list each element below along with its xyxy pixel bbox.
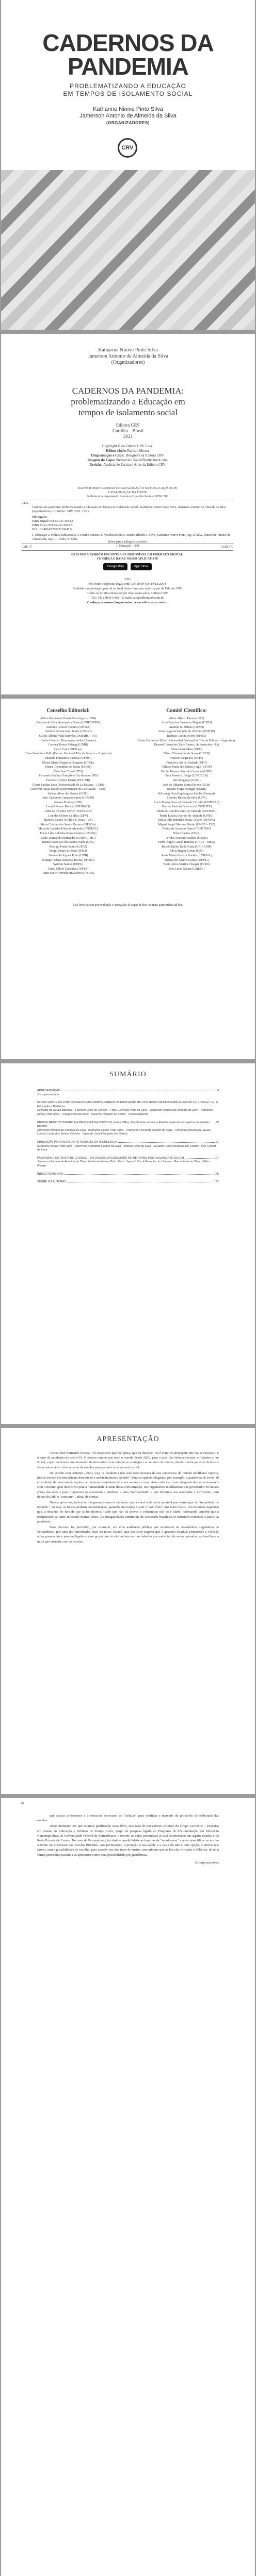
tp-city: Curitiba – Brasil xyxy=(113,428,143,433)
council-member: Pérolas Anselmo Militão (UEMS) xyxy=(165,836,208,840)
paragraph: Esse discurso foi proferido, por exemplo, em uma audiência pública que aconteceu na Assembleia Legislativa de Pernambuco, por uma das autoridades mais do nosso Estado, que inclusive sugeriu que o governo estadual propusesse a volta às aulas presenciais e pessoas ligadas a esse grupo que só não podiam sair ao trabalho por medo ter, de serem privados, as famílias e a mola que sustenta com as escolas. xyxy=(37,1526,219,1544)
diagram-label: Diagramação e Capa: xyxy=(91,453,125,457)
scientific-committee xyxy=(131,709,242,871)
council-member: Barbara Coelho Neves (UFBA) xyxy=(167,734,206,738)
toc-entry[interactable] xyxy=(37,1157,219,1168)
cover-subtitle-line2: EM TEMPOS DE ISOLAMENTO SOCIAL xyxy=(63,90,193,97)
toc-entry-authors: Jamerson Antonio de Almeida da Silva · Katharine Ninive Pinto Silva · Thamyres Fernanda Coelho da Silva · Fernando Almeida de Sousa · Lorena Lucas dos Santos Oliveira · Sayarah Carol Mesquita dos Santos xyxy=(37,1128,213,1136)
toc-dots xyxy=(186,1158,213,1159)
council-member: Guillermo Arias Beatón (Universidade de La Havana – Cuba) xyxy=(29,788,107,791)
tp-title-line3: tempos de isolamento social xyxy=(78,408,178,417)
toc-entry-page: 11 xyxy=(216,1101,219,1105)
legal-line5: Conheça os nossos lançamentos: www.editoracrv.com.br xyxy=(87,601,168,604)
council-page xyxy=(1,699,255,1059)
toc-entry[interactable] xyxy=(37,1180,219,1184)
council-member: José de Ribamar Sousa Pereira (UCB) xyxy=(163,783,211,787)
council-member: Maria Eurácia Barreto de Andrade (UFRB) xyxy=(159,814,214,818)
toc-entry-authors: Jamerson Antonio de Almeida da Silva · Katharine Ninive Pinto Silva · Sayarah Carol Mesquita dos Santos · Marco Pinto da Silva · Mário Fidalgo xyxy=(37,1160,210,1167)
toc-entry-authors: Os organizadores xyxy=(37,1093,60,1096)
title-page-edition xyxy=(1,422,255,439)
toc-entry-title: ÍNDICE REMISSIVO xyxy=(37,1172,63,1176)
signature: Os organizadores xyxy=(195,1860,219,1865)
council-member: Tadeu Oliver Gonçalves (UFPA) xyxy=(47,867,89,871)
council-member: Aldira Guimarães Duarte Domínguez (UNB) xyxy=(40,717,97,720)
cover-title xyxy=(1,31,255,78)
council-member: Sérgio Nunes de Jesus (IFRO) xyxy=(49,850,87,853)
council-member: Maria Lília Imbiriba Sousa Colares (UFOPA) xyxy=(40,832,97,836)
council-member: Elizeu Clementino de Souza (UNEB) xyxy=(45,766,91,769)
council-member: Pedro Ángel Cancel Ramírez (UACJ – MEX) xyxy=(158,841,215,844)
toc-entry[interactable] xyxy=(37,1173,219,1177)
council-member: Maria Cristina dos Santos Bezerra (UFSCar) xyxy=(40,823,96,826)
cover-subtitle xyxy=(1,82,255,98)
toc-dots xyxy=(65,1174,213,1175)
council-member: Celso Conti (UFSCar) xyxy=(54,748,82,751)
council-member: Míguel Ángel Moreno Martín (UNED – ESP) xyxy=(158,823,215,826)
council-member: Carmen Tereza Velanga (UNIR) xyxy=(48,743,88,747)
council-member: Jussara Fraga Portugal (UNEB) xyxy=(167,788,206,791)
toc-entry-title: SOBRE OS AUTORES xyxy=(37,1180,67,1184)
legal-line1: Foi feito o depósito legal conf. Lei 10.994 de 14/12/2004 xyxy=(89,582,166,586)
cover-stripes-art xyxy=(1,170,255,330)
cover-title-line1: CADERNOS DA xyxy=(42,29,214,56)
council-member: Vânia Alves Martins Chaigar (FURG) xyxy=(163,863,211,867)
council-member: Anselmo Alencar Colares (UFOPA) xyxy=(45,725,91,729)
copyright-line: Copyright © da Editora CRV Ltda. xyxy=(102,444,153,448)
toc-entry-page: 59 xyxy=(215,1121,219,1124)
title-page-authors xyxy=(1,347,255,366)
council-member: Jailson Alves dos Santos (UFRJ) xyxy=(47,792,89,795)
paragraph: Neste momento em que estamos publicando esses livro, resultado de um esforço coletivo do Grupo GESTOR – Pesquisa em Gestão da Educação e Políticas do Tempo Livre, grupo de pesquisa ligado ao Programa de Pós-Graduação em Educação Contemporânea da Universidade Federal de Pernambuco, o retorno às aulas presenciais já está acontecendo em alguns estados e na Rede Privada de Ensino. No caso de Pernambuco, foi dada a possibilidade às famílias de "escolherem" manter seus filhos no ensino Remoto ou presencial nas Escolas Privadas. Aos professores, a proteção à sua saúde e a sua vida não é uma opção, o ensino que fazem, sem a possibilidade de escolha, para atender aos dos tipos de ensino, um enfoque que as Escolas Privadas e Públicas, de uma forma prioritária passam a se apresentar como uma possibilidade pós-pandêmica. xyxy=(37,1824,219,1857)
council-member: Sydione Santos (UEPG) xyxy=(53,863,84,867)
toc-entry-title: APRESENTAÇÃO xyxy=(37,1089,60,1092)
council-member: Vera Lucia Gaspar (UDESC) xyxy=(168,867,205,871)
council-member: Nilson Santos (UNIR) xyxy=(172,832,201,836)
council-member: Eduardo Fernandes Barbosa (UFMG) xyxy=(44,756,92,760)
editorial-council xyxy=(17,709,120,876)
editorial-council-list xyxy=(17,717,120,876)
cover-organizers: (ORGANIZADORES) xyxy=(106,121,150,125)
presentation-page xyxy=(1,1428,255,1794)
title-page-title xyxy=(1,385,255,418)
council-member: Suzana dos Santos Gomes (UFMG) xyxy=(164,858,209,862)
council-member: Francisco Ari de Andrade (UFC) xyxy=(166,761,207,765)
isbn-fisico: ISBN Físico 978-65-251-0045-5 xyxy=(32,524,73,527)
diagram-credit: Designers da Editora CRV xyxy=(125,453,164,457)
council-member: Fauston Negreiros (UFPI) xyxy=(170,756,203,760)
catalog-header2: CATALOGAÇÃO NA FONTE xyxy=(108,491,147,494)
publisher-logo: CRV xyxy=(118,138,137,158)
council-member: Renato Francisco dos Santos Paula (UFG) xyxy=(42,841,94,844)
council-member: Antônio Pereira Gaio Júnior (UFRRJ) xyxy=(44,730,92,734)
council-member: Maria de Lourdes Pinto de Almeida (UNOESC) xyxy=(156,810,217,814)
presentation-heading: APRESENTAÇÃO xyxy=(97,1435,159,1443)
council-member: Tania Suely Azevedo Brasileiro (UFOPA) xyxy=(42,872,94,875)
app-store-badge[interactable]: App Store xyxy=(131,563,152,570)
council-member: Cesar Gerónimo Tello (Univer. Nacional Três de Febrero – Argentina) xyxy=(24,752,112,756)
paragraph: que abaixo professores e professoras servissem de "cobaias" para verificar o mercado de protocolo de elaborado das escolas. xyxy=(37,1814,219,1823)
council-member: Marcelo Paixão (UFRJ e UTexas – US) xyxy=(43,819,93,822)
council-member: Andréia N. Militão (UEMS) xyxy=(169,725,204,729)
council-member: Maria de Lourdes Pinto de Almeida (UNOESC) xyxy=(38,827,98,831)
council-member: Helder Buenos Aires de Carvalho (UFPI) xyxy=(161,770,213,773)
tp-organizers: (Organizadores) xyxy=(111,360,145,365)
council-member: Josania Portela (UFPI) xyxy=(54,801,83,804)
council-member: Ilma Passos A. Veiga (UNICEUB) xyxy=(165,774,208,778)
cover-subtitle-line1: PROBLEMATIZANDO A EDUCAÇÃO xyxy=(70,82,186,90)
toc-entry-authors: Everaldo de Souza Barbosa · Emerson José de Oliveira · Filipe Gervásio Pinto da Silva · Jamerson Antonio de Almeida da Silva · Katharine Ninive Pinto Silva · Thiago Pinto da Silva · Maurício Roberto de Souza · Ulena Nogueira xyxy=(37,1109,213,1116)
council-member: Sonia Maria Ferreira Koehler (UNISAL) xyxy=(161,854,212,857)
council-member: João Adalberto Campato Junior (UNESP) xyxy=(42,796,94,800)
council-member: Lucia Marisy Souza Ribeiro de Oliveira (UNIVASF) xyxy=(154,801,219,804)
council-member: Ana Chrystina Venancio Mignot (UERJ) xyxy=(161,721,212,725)
app-badges xyxy=(22,563,233,570)
council-member: Andréia da Silva Quintanilha Sousa (UNIR/UFRN) xyxy=(36,721,100,725)
cover-author1: Katharine Ninive Pinto Silva xyxy=(93,106,163,112)
google-play-badge[interactable]: Google Play xyxy=(103,563,127,570)
toc-entry[interactable] xyxy=(37,1121,219,1137)
toc-entry-page: 71 xyxy=(215,1140,219,1144)
page-number: 10 xyxy=(21,1802,24,1805)
council-member: Lourdes Helena da Silva (UFV) xyxy=(167,796,206,800)
app-rule xyxy=(22,550,233,551)
council-member: Elizeu Clementino de Souza (UNEB) xyxy=(163,752,210,756)
toc-entry-page: 107 xyxy=(214,1156,219,1160)
catalog-code: C122 xyxy=(22,502,29,505)
scientific-committee-title: Comitê Científico: xyxy=(166,708,207,714)
paragraph: Nestes governos, inclusive, chegaram mesmo a defender que a atual onda seria passível para estratégia de "imunidade de rebanho", ou seja, os idosos podiam contaminar-se, gerando anticorpos e com o "sacrifício" dos mais fracos. Um discurso eugenista que, a despeito do fato de que já foi desmistificado que não há provas e contaminar não só é idade, reforçando também que a recuperação se torna infectado muitas vezes. As desigualdades estruturais de sociedade brasileira se tornaram evidentes a partir da pandemia. xyxy=(37,1501,219,1523)
index-label: Índice para catálogo sistemático xyxy=(107,540,148,544)
editorial-council-title: Conselho Editorial: xyxy=(46,708,90,714)
legal-line3: Todos os direitos desta edição reservados pela: Editora CRV xyxy=(87,591,168,595)
catalog-header1: DADOS INTERNACIONAIS DE CATALOGAÇÃO NA PUBLICAÇÃO (CIP) xyxy=(77,487,178,490)
scientific-committee-list xyxy=(131,717,242,872)
paragraph: Como dizer Fernando Pessoa, "Só desespero que não pensa que eu desespe. Há é como eu desespero que sou o desespe". E o caso da pandemia de covid-19. O ensino remoto que todo o mundo desde 2020, para o qual não tinham vacinas suficientes e, no Brasil, experimentamos um momento de desconforto em relação ao contágio e ao número de mortes, diante o reforçamento de bolsos feitas até então e o fechamento de escolas para garantir o isolamento social. xyxy=(37,1451,219,1469)
review-credit: Analista de Escrita e Artes da Editora CRV xyxy=(103,463,166,467)
index-entry: 1. Educação – 370 xyxy=(116,545,139,548)
cdu: CDU 37 xyxy=(22,546,33,549)
council-member: Eliane Rose Maio (UEM) xyxy=(170,748,203,751)
cover-page xyxy=(1,0,255,330)
council-member: Marcos Vinicius Francisco (UNOESTE) xyxy=(161,805,212,809)
toc-entry-authors: Katharine Ninive Pinto Silva · Thamyres Fernanda Coelho da Silva · Mônica Pinto da Silva · Sayarah Carol Mesquita dos Santos · Éric Gerard de Lima xyxy=(37,1144,216,1152)
tp-author1: Katharine Ninive Pinto Silva xyxy=(98,347,158,353)
catalog-header3: Bibliotecária responsável: Luzenira Alves dos Santos CRB9/1506 xyxy=(87,495,168,498)
app-notice2: CONHEÇA E BAIXE NOSSO APLICATIVO! xyxy=(97,557,158,561)
council-member: Roseli Sabino Dalla Costa (UNICAMP) xyxy=(162,845,212,849)
page-10-paragraphs xyxy=(37,1814,219,1857)
toc-entry-title: PANDEMIA E OUTRORA DE CHOQUE – OS RUMOS DA EDUCAÇÃO NO RETORNO PÓS-ISOLAMENTO SOCIAL xyxy=(37,1156,185,1160)
toc-entry-title: NOTAS SOBRE AS CONTRAPREFORMAS EMPRESARIAIS DA EDUCAÇÃO NO CONTEXTO DA PANDEMIA DE COVID-19: a "virose" na Educação a Distância xyxy=(37,1101,214,1108)
council-member: Anna Augusta Sampaio de Oliveira (UNESP) xyxy=(158,730,215,734)
chief-editor-label: Editor-chefe: xyxy=(106,449,126,453)
council-member: Cesar Gerónimo Tello (Universidad Nacional de Três de Febrero – Argentina) xyxy=(138,739,235,742)
tp-title-line2: problematizando a Educação em xyxy=(71,397,185,406)
toc-entry-title: ENSINO REMOTO DURANTE A PANDEMIA DA COVID-19: Home Office, Plataformas virtuais e Reinfinização da formação e do trabalho docente xyxy=(37,1121,210,1128)
cover-authors xyxy=(1,106,255,126)
council-member: Lídia de Oliveira Xavier (UNIEURO) xyxy=(44,810,92,814)
peer-review-note: Este livro passou por avaliação e aprovação às cegas de dois ou mais pareceristas ad hoc. xyxy=(73,904,183,907)
bibliography: Bibliografia xyxy=(32,516,47,519)
toc-entry-title: EDUCAÇÃO PARA ALÉM DO FETICHISMO DA TECNOLOGIA xyxy=(37,1140,117,1144)
legal-line2: Proibida a reprodução parcial ou total desta obra sem autorização da Editora CRV xyxy=(72,587,183,590)
toc-heading: SUMÁRIO xyxy=(109,1071,147,1078)
app-notice1: ESTA OBRA TAMBÉM ENCONTRA-SE DISPONÍVEL EM FORMATO DIGITAL. xyxy=(71,553,184,556)
council-member: Francisco Carlos Duarte (PUC-PR) xyxy=(46,778,90,782)
council-member: Altair Alberto Fávero (UPF) xyxy=(169,717,204,720)
tp-author2: Jamerson Antonio de Almeida da Silva xyxy=(88,353,168,359)
tp-title-line1: CADERNOS DA PANDEMIA: xyxy=(72,386,184,396)
legal-year: 2021 xyxy=(124,578,131,581)
isbn-digital: ISBN Digital 978-65-251-0044-8 xyxy=(32,520,74,523)
page-10 xyxy=(1,1798,255,2576)
council-member: Paulo Romualdo Hernandes (UNIFAL-MG) xyxy=(40,836,96,840)
paragraph: De acordo com Antunes (2020, s/p), "a pandemia não será desconectada de tais tendências do mundo neoliberal vigente, não se tornará em um sistema desconexo e ambientalmente isolado". Para os epidemiologistas, por exemplo, a pandemia de covid-19 é resultado de uma ambientação que promove destruição de áreas naturais e uma visão cada vez mais integrada dos seres humanos com o mesmo grau destrutivo para a humanidade. Diante dessa conformação, nos organismos multilaterais um governador foi nessas crises dos anos e para o governo da economia e imunizar a uma "normalidade" a que devemos nos acomodar a sofrimento, sem deixar de lado o "consumo", afinal de contas. xyxy=(37,1471,219,1499)
toc-entry[interactable] xyxy=(37,1101,219,1116)
council-member: Kilwangy Kya Kapitango-a-Samba (Unemat) xyxy=(158,792,215,795)
cover-stripes xyxy=(1,170,255,330)
council-member: Simone Rodrigues Pinto (UNB) xyxy=(48,854,88,857)
council-member: Silvia Regina Canan (URI) xyxy=(169,850,204,853)
toc-entry[interactable] xyxy=(37,1141,219,1153)
legal-line4: Tel.: (41) 3039-6418 - E-mail: sac@editoracrv.com.br xyxy=(91,596,164,600)
council-member: Solange Helena Ximenes-Rocha (UFOPA) xyxy=(41,858,95,862)
toc-entry-page: 9 xyxy=(217,1089,219,1092)
cover-image-credit: Sucharvelu Sahdi/Shutterstock.com xyxy=(116,458,168,462)
council-member: Carlos Alberto Vilar Estêvão (UMINHO – PT) xyxy=(39,734,98,738)
toc-entry-page: 127 xyxy=(214,1180,219,1184)
council-member: Nérica de Azevedo Dutra (CEFETMG) xyxy=(162,827,211,831)
council-member: Rodrigo Pratte-Santos (UFES) xyxy=(49,845,87,849)
doi: DOI 10.24824/978652510045.5 xyxy=(32,528,72,531)
title-page xyxy=(1,334,255,694)
cdd: CDD 370 xyxy=(221,546,233,549)
cover-author2: Jamerson Antonio de Almeida da Silva xyxy=(79,113,177,119)
council-member: Elione Maria Nogueira Diogenes (UFAL) xyxy=(42,761,94,765)
tp-publisher: Editora CRV xyxy=(116,422,140,428)
council-member: Lourdes Helena da Silva (UFV) xyxy=(48,814,88,818)
tp-year: 2021 xyxy=(123,434,133,439)
council-member: Carlos Federico Dominguez Avila (Unieuro) xyxy=(40,739,96,742)
toc-page xyxy=(1,1063,255,1424)
cover-title-line2: PANDEMIA xyxy=(68,53,188,80)
review-label: Revisão: xyxy=(89,463,103,467)
toc-dots xyxy=(118,1142,215,1143)
chief-editor: Railson Moura xyxy=(127,449,149,453)
council-member: Maria Lília Imbiriba Sousa Colares (UFOPA) xyxy=(158,819,215,822)
council-member: Fernando Antônio Gonçalves Alcoforado (IPB) xyxy=(39,774,98,778)
page-10-body xyxy=(37,1814,219,1865)
council-member: Diosnel Centurion (Univ Americ. de Asunción – Py) xyxy=(154,743,219,747)
cover-image-label: Imagem da Capa: xyxy=(87,458,115,462)
toc-entry-page: 125 xyxy=(214,1172,219,1176)
index-block xyxy=(22,540,233,570)
legal-block xyxy=(22,577,233,605)
council-member: Inês Bragança (UERJ) xyxy=(172,778,201,782)
toc-list xyxy=(37,1089,219,1189)
council-member: Leonel Severo Rocha (UNISINOS) xyxy=(46,805,90,809)
council-member: Gloria Fariñas León (Universidade de La Havana – Cuba) xyxy=(32,783,104,787)
council-member: Élsio José Corá (UFFS) xyxy=(53,770,83,773)
presentation-body xyxy=(37,1451,219,1545)
catalog-text: Cadernos da pandemia: problematizando a Educação em tempos de isolamento social / Katharine Ninive Pinto Silva, Jamerson Antonio de Almeida da Silva (organizadores) – Curitiba : CRV, 2021. 172 p. xyxy=(32,506,226,513)
subjects: 1. Educação 2. Política Educacional 3. Ensino Remoto 4. Neoliberalismo 5. Ensino Híbrido I. Silva, Katharine Ninive Pinto, org. II. Silva, Jamerson Antonio de Almeida da, org. III. Título IV. Série. xyxy=(32,534,231,541)
toc-entry[interactable] xyxy=(37,1089,219,1097)
credits-block xyxy=(22,444,233,467)
council-member: Gláucia Maria dos Santos Jorge (UFOP) xyxy=(161,766,212,769)
